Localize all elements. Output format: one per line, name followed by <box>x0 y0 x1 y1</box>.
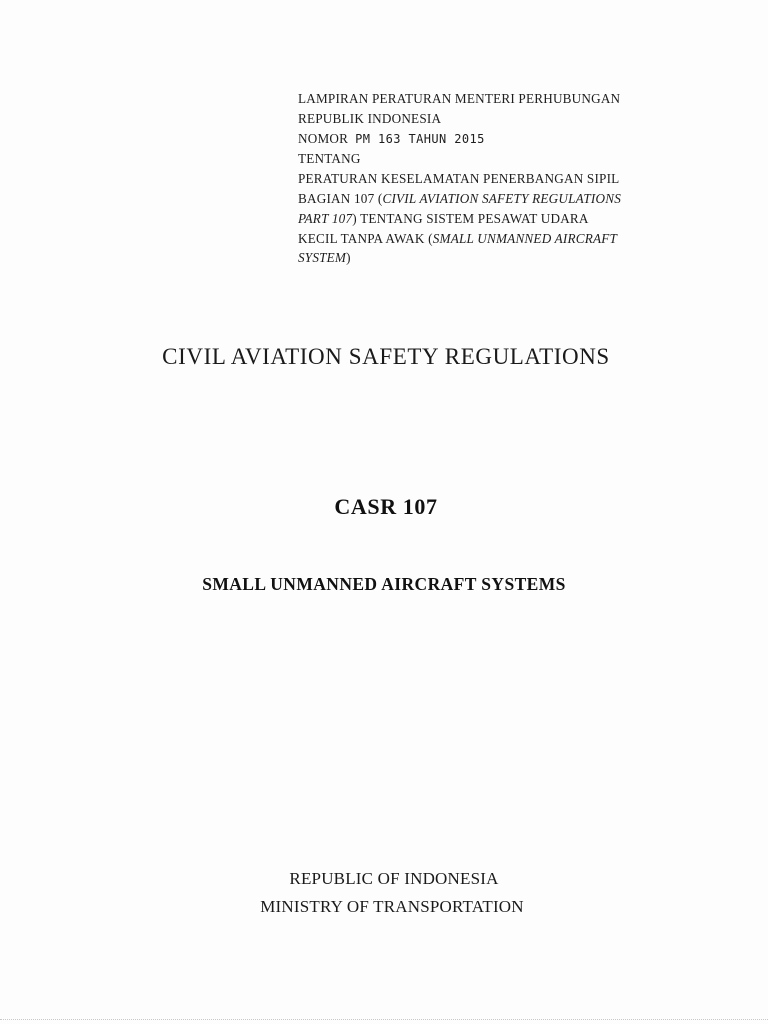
footer-ministry: MINISTRY OF TRANSPORTATION <box>260 897 524 916</box>
annex-line-9-suffix: ) <box>346 250 351 266</box>
document-title: CIVIL AVIATION SAFETY REGULATIONS <box>162 344 610 369</box>
annex-line-6 <box>298 189 678 209</box>
annex-line-8-italic: SMALL UNMANNED AIRCRAFT <box>432 230 618 246</box>
annex-line-6-prefix: BAGIAN 107 ( <box>298 190 383 206</box>
scan-edge-divider <box>0 1019 768 1020</box>
footer-country: REPUBLIC OF INDONESIA <box>289 869 499 888</box>
annex-line-6-italic: CIVIL AVIATION SAFETY REGULATIONS <box>382 190 622 206</box>
annex-number-label: NOMOR <box>298 130 349 146</box>
annex-line-4: TENTANG <box>298 151 361 167</box>
annex-line-7 <box>298 209 678 229</box>
annex-line-9-italic: SYSTEM <box>298 250 347 266</box>
document-subtitle: SMALL UNMANNED AIRCRAFT SYSTEMS <box>202 574 566 594</box>
annex-line-9 <box>298 248 678 268</box>
annex-number-value: PM 163 TAHUN 2015 <box>355 131 485 146</box>
annex-line-7-suffix: ) TENTANG SISTEM PESAWAT UDARA <box>352 210 589 226</box>
annex-line-1: LAMPIRAN PERATURAN MENTERI PERHUBUNGAN <box>298 91 621 106</box>
annex-line-8-prefix: KECIL TANPA AWAK ( <box>298 230 433 246</box>
annex-line-2: REPUBLIK INDONESIA <box>298 110 442 126</box>
annex-line-3 <box>298 129 678 150</box>
regulation-code: CASR 107 <box>334 494 438 519</box>
annex-line-7-italic: PART 107 <box>298 210 353 226</box>
annex-line-5: PERATURAN KESELAMATAN PENERBANGAN SIPIL <box>298 171 620 187</box>
annex-line-8 <box>298 229 678 249</box>
annex-header-block <box>298 89 678 268</box>
